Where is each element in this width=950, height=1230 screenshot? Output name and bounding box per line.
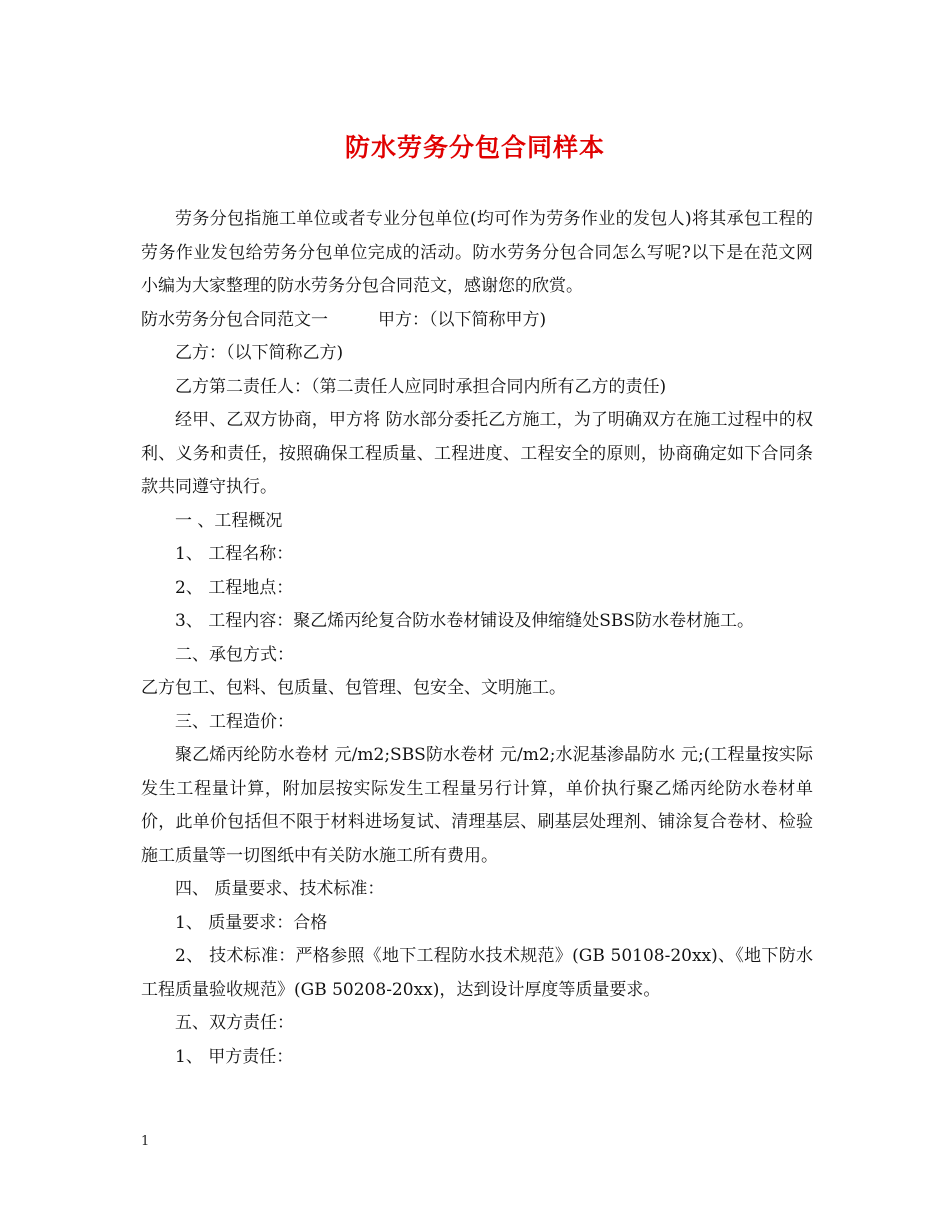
intro-paragraph: 劳务分包指施工单位或者专业分包单位(均可作为劳务作业的发包人)将其承包工程的劳务作业发包给劳务分包单位完成的活动。防水劳务分包合同怎么写呢?以下是在范文网小编为大家整理的防水劳务分包合同范文，感谢您的欣赏。 [141,209,813,296]
project-cost-text: 聚乙烯丙纶防水卷材 元/m2;SBS防水卷材 元/m2;水泥基渗晶防水 元;(工程量按实际发生工程量计算，附加层按实际发生工程量另行计算，单价执行聚乙烯丙纶防水卷材单价，此单价包括但不限于材料进场复试、清理基层、刷基层处理剂、铺涂复合卷材、检验施工质量等一切图纸中有关防水施工所有费用。 [141,745,813,866]
page-number: 1 [141,1134,150,1149]
project-content-item: 3、 工程内容：聚乙烯丙纶复合防水卷材铺设及伸缩缝处SBS防水卷材施工。 [175,611,755,631]
section-heading-project-cost: 三、工程造价： [175,711,294,732]
section-heading-project-overview: 一 、工程概况 [175,510,283,531]
party-b: 乙方：（以下简称乙方) [175,343,344,363]
sample-heading-line [141,304,813,338]
section-heading-contract-method: 二、承包方式： [175,644,294,665]
section-heading-responsibilities: 五、双方责任： [175,1013,294,1033]
project-name-item: 1、 工程名称： [175,544,294,564]
section-heading-quality-standards: 四、 质量要求、技术标准： [175,879,385,899]
agreement-paragraph: 经甲、乙双方协商，甲方将 防水部分委托乙方施工，为了明确双方在施工过程中的权利、义务和责任，按照确保工程质量、工程进度、工程安全的原则，协商确定如下合同条款共同遵守执行。 [141,410,813,497]
contract-method-text: 乙方包工、包料、包质量、包管理、包安全、文明施工。 [141,678,566,698]
party-a-responsibility-item: 1、 甲方责任： [175,1046,294,1067]
technical-standard-item: 2、 技术标准：严格参照《地下工程防水技术规范》(GB 50108-20xx)、《地下防水工程质量验收规范》(GB 50208-20xx)，达到设计厚度等质量要求。 [141,946,813,1000]
document-title: 防水劳务分包合同样本 [344,133,605,162]
quality-requirement-item: 1、 质量要求：合格 [175,912,328,933]
project-location-item: 2、 工程地点： [175,577,294,598]
party-a: 甲方：（以下简称甲方) [378,309,547,330]
document-body [141,203,813,1074]
sample-heading: 防水劳务分包合同范文一 [141,309,328,330]
second-responsible-party: 乙方第二责任人：（第二责任人应同时承担合同内所有乙方的责任) [175,376,667,397]
